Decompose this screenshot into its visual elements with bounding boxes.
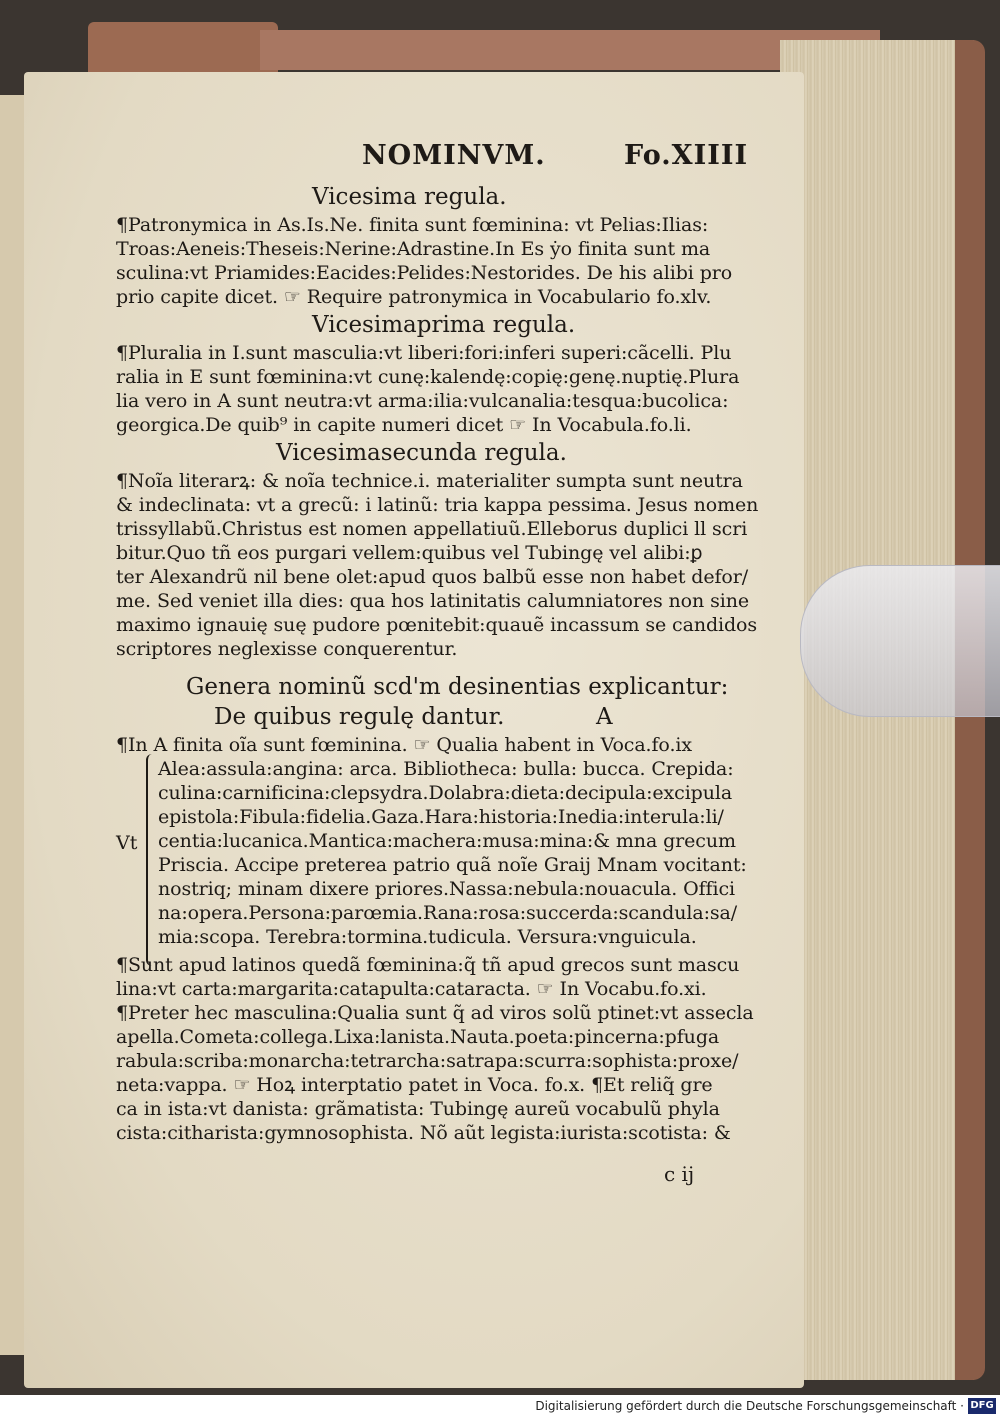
signature-mark: c ij: [664, 1162, 695, 1186]
text-line: ¶In A finita oĩa sunt fœminina. ☞ Qualia habent in Voca.fo.ix: [116, 734, 692, 756]
text-line: rabula:scriba:monarcha:tetrarcha:satrapa:scurra:sophista:proxe/: [116, 1050, 739, 1072]
text-line: & indeclinata: vt a grecũ: i latinũ: tria kappa pessima. Jesus nomen: [116, 494, 759, 516]
section-heading: Genera nominũ scd'm desinentias explicantur:: [186, 674, 729, 700]
text-line: na:opera.Persona:parœmia.Rana:rosa:succerda:scandula:sa/: [158, 902, 738, 924]
text-line: bitur.Quo tñ eos purgari vellem:quibus vel Tubingę vel alibi:ꝑ: [116, 542, 703, 564]
text-line: maximo ignauię suę pudore pœnitebit:quauẽ incassum se candidos: [116, 614, 758, 636]
dfg-logo-icon: DFG: [968, 1398, 996, 1414]
text-line: apella.Cometa:collega.Lixa:lanista.Nauta.poeta:pincerna:pfuga: [116, 1026, 720, 1048]
text-line: ¶Patronymica in As.Is.Ne. finita sunt fœminina: vt Pelias:Ilias:: [116, 214, 709, 236]
text-line: centia:lucanica.Mantica:machera:musa:mina:& mna grecum: [158, 830, 736, 852]
section-subheading: De quibus regulę dantur.: [214, 704, 505, 730]
brace-bracket: [146, 754, 156, 966]
text-line: cista:citharista:gymnosophista. Nõ aũt legista:iurista:scotista: &: [116, 1122, 731, 1144]
text-line: lia vero in A sunt neutra:vt arma:ilia:vulcanalia:tesqua:bucolica:: [116, 390, 729, 412]
text-line: Troas:Aeneis:Theseis:Nerine:Adrastine.In Es ẏo finita sunt ma: [116, 238, 711, 260]
page-clip: [800, 565, 1000, 717]
text-line: georgica.De quib⁹ in capite numeri dicet ☞ In Vocabula.fo.li.: [116, 414, 692, 436]
rule-heading: Vicesimaprima regula.: [312, 312, 576, 338]
text-line: sculina:vt Priamides:Eacides:Pelides:Nestorides. De his alibi pro: [116, 262, 733, 284]
folio-number: Fo.XIIII: [624, 140, 749, 171]
text-line: ¶Preter hec masculina:Qualia sunt q̃ ad viros solũ ptinet:vt assecla: [116, 1002, 754, 1024]
text-line: nostriq; minam dixere priores.Nassa:nebula:nouacula. Offici: [158, 878, 735, 900]
text-line: culina:carnificina:clepsydra.Dolabra:dieta:decipula:excipula: [158, 782, 733, 804]
footer-credit: Digitalisierung gefördert durch die Deutsche Forschungsgemeinschaft ·: [535, 1399, 964, 1413]
text-line: Alea:assula:angina: arca. Bibliotheca: bulla: bucca. Crepida:: [158, 758, 734, 780]
rule-heading: Vicesimasecunda regula.: [276, 440, 567, 466]
text-line: prio capite dicet. ☞ Require patronymica in Vocabulario fo.xlv.: [116, 286, 712, 308]
text-line: lina:vt carta:margarita:catapulta:cataracta. ☞ In Vocabu.fo.xi.: [116, 978, 707, 1000]
text-line: ralia in E sunt fœminina:vt cunę:kalendę:copię:genę.nuptię.Plura: [116, 366, 740, 388]
text-line: me. Sed veniet illa dies: qua hos latinitatis calumniatores non sine: [116, 590, 750, 612]
text-line: Priscia. Accipe preterea patrio quã noĩe Graij Mnam vocitant:: [158, 854, 747, 876]
text-line: ¶Noĩa literarꝝ: & noĩa technice.i. materialiter sumpta sunt neutra: [116, 470, 743, 492]
vt-label: Vt: [116, 832, 138, 854]
text-line: epistola:Fibula:fidelia.Gaza.Hara:historia:Inedia:interula:li/: [158, 806, 724, 828]
running-header: NOMINVM.: [362, 140, 546, 171]
text-line: ¶Sunt apud latinos quedã fœminina:q̃ tñ apud grecos sunt mascu: [116, 954, 740, 976]
text-line: ca in ista:vt danista: grãmatista: Tubingę aureũ vocabulũ phyla: [116, 1098, 720, 1120]
text-line: ¶Pluralia in I.sunt masculia:vt liberi:fori:inferi superi:cãcelli. Plu: [116, 342, 732, 364]
text-line: trissyllabũ.Christus est nomen appellatiuũ.Elleborus duplici ll scri: [116, 518, 748, 540]
section-letter: A: [596, 704, 613, 730]
text-line: ter Alexandrũ nil bene olet:apud quos balbũ esse non habet defor/: [116, 566, 749, 588]
text-line: scriptores neglexisse conquerentur.: [116, 638, 458, 660]
text-line: neta:vappa. ☞ Hoꝝ interptatio patet in Voca. fo.x. ¶Et reliq̃ gre: [116, 1074, 713, 1096]
text-line: mia:scopa. Terebra:tormina.tudicula. Versura:vnguicula.: [158, 926, 697, 948]
footer-bar: [0, 1395, 1000, 1419]
rule-heading: Vicesima regula.: [312, 184, 507, 210]
